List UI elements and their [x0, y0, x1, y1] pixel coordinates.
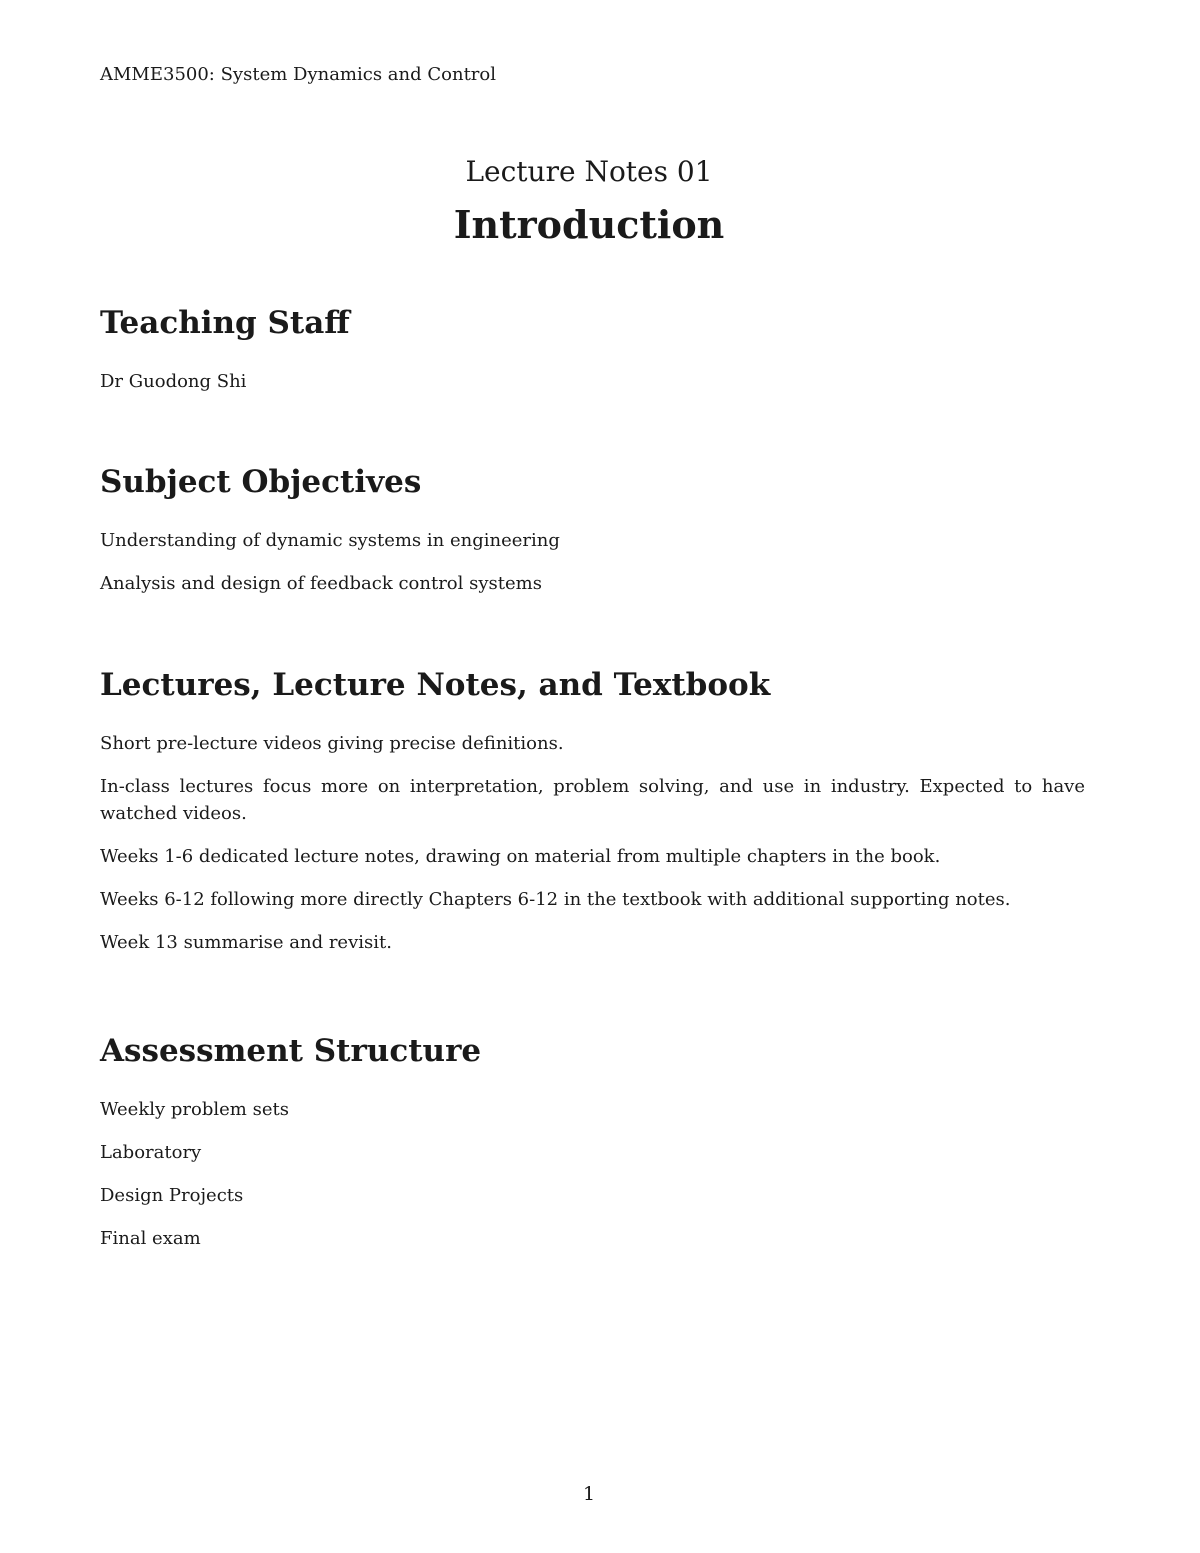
- section-assessment-structure: [100, 1030, 1085, 1268]
- paragraph: Weekly problem sets: [100, 1099, 289, 1120]
- paragraph: Laboratory: [100, 1142, 202, 1163]
- section-lectures-notes-textbook: [100, 664, 1085, 972]
- paragraph: Weeks 1-6 dedicated lecture notes, drawing on material from multiple chapters in the book.: [100, 846, 941, 867]
- paragraph: Understanding of dynamic systems in engineering: [100, 530, 560, 551]
- page-number: 1: [582, 1483, 596, 1505]
- section-heading: Lectures, Lecture Notes, and Textbook: [100, 667, 771, 703]
- paragraph: In-class lectures focus more on interpretation, problem solving, and use in industry. Expected to have watched videos.: [100, 776, 1085, 824]
- paragraph: Analysis and design of feedback control systems: [100, 573, 542, 594]
- section-teaching-staff: [100, 302, 1085, 411]
- section-subject-objectives: [100, 461, 1085, 613]
- paragraph: Dr Guodong Shi: [100, 371, 247, 392]
- paragraph: Short pre-lecture videos giving precise definitions.: [100, 733, 564, 754]
- paragraph: Weeks 6-12 following more directly Chapters 6-12 in the textbook with additional supporting notes.: [100, 889, 1011, 910]
- paragraph: Week 13 summarise and revisit.: [100, 932, 392, 953]
- lecture-number: Lecture Notes 01: [465, 155, 713, 188]
- section-heading: Subject Objectives: [100, 464, 422, 500]
- section-heading: Assessment Structure: [100, 1033, 482, 1069]
- paragraph: Design Projects: [100, 1185, 244, 1206]
- section-heading: Teaching Staff: [100, 305, 350, 341]
- paragraph: Final exam: [100, 1228, 201, 1249]
- running-header: AMME3500: System Dynamics and Control: [100, 64, 496, 85]
- page-title: Introduction: [453, 202, 725, 247]
